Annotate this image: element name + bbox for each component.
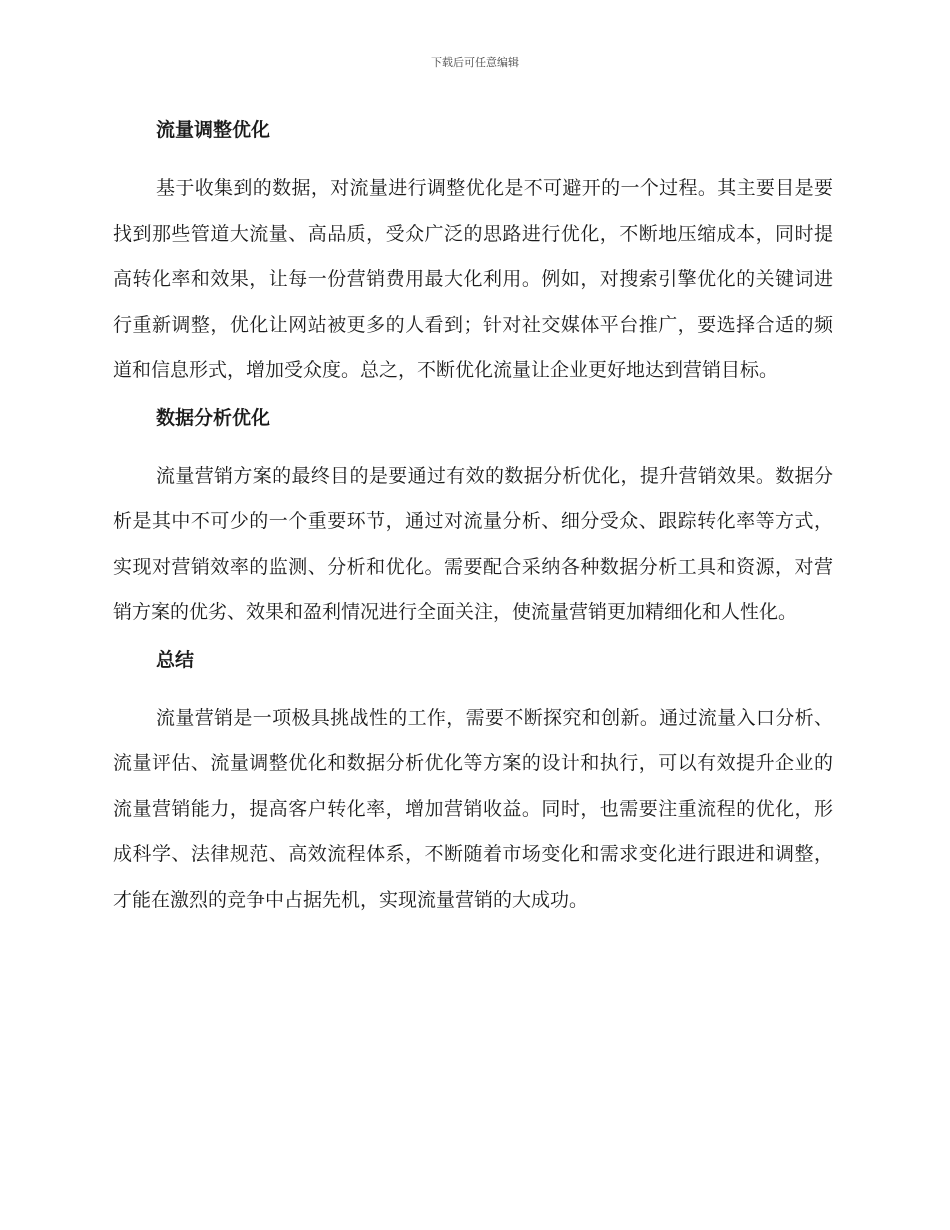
section-summary xyxy=(113,642,833,924)
section-data-analysis xyxy=(113,400,833,636)
section-paragraph: 基于收集到的数据，对流量进行调整优化是不可避开的一个过程。其主要目是要找到那些管道大流量、高品质，受众广泛的思路进行优化，不断地压缩成本，同时提高转化率和效果，让每一份营销费用最大化利用。例如，对搜索引擎优化的关键词进行重新调整，优化让网站被更多的人看到；针对社交媒体平台推广，要选择合适的频道和信息形式，增加受众度。总之，不断优化流量让企业更好地达到营销目标。 xyxy=(113,177,833,381)
section-heading: 总结 xyxy=(156,648,195,671)
section-paragraph: 流量营销是一项极具挑战性的工作，需要不断探究和创新。通过流量入口分析、流量评估、流量调整优化和数据分析优化等方案的设计和执行，可以有效提升企业的流量营销能力，提高客户转化率，增加营销收益。同时，也需要注重流程的优化，形成科学、法律规范、高效流程体系，不断随着市场变化和需求变化进行跟进和调整，才能在激烈的竞争中占据先机，实现流量营销的大成功。 xyxy=(113,706,833,911)
document-body xyxy=(113,112,833,929)
section-heading: 流量调整优化 xyxy=(156,119,271,141)
section-heading: 数据分析优化 xyxy=(156,406,271,429)
section-paragraph: 流量营销方案的最终目的是要通过有效的数据分析优化，提升营销效果。数据分析是其中不可少的一个重要环节，通过对流量分析、细分受众、跟踪转化率等方式，实现对营销效率的监测、分析和优化。需要配合采纳各种数据分析工具和资源，对营销方案的优劣、效果和盈利情况进行全面关注，使流量营销更加精细化和人性化。 xyxy=(113,464,833,623)
section-traffic-adjustment xyxy=(113,112,833,394)
page-header-note: 下载后可任意编辑 xyxy=(431,56,519,69)
